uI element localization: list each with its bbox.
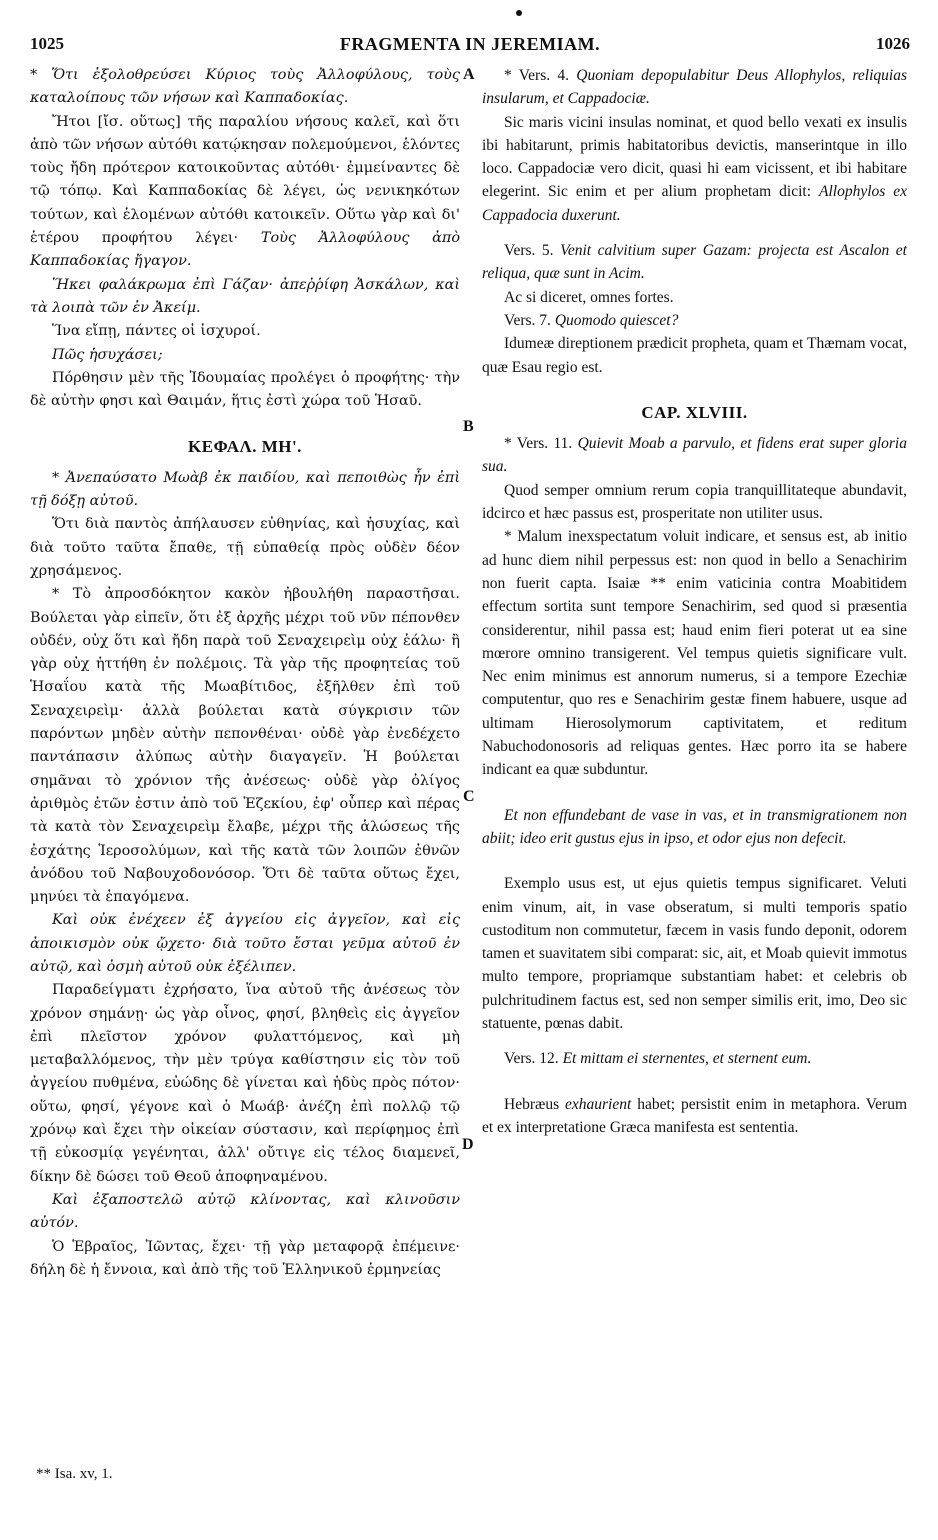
page-number-left: 1025 <box>30 34 64 53</box>
latin-column <box>482 64 907 1139</box>
latin-paragraph: Idumeæ direptionem prædicit propheta, quam et Thæmam vocat, quæ Esau regio est. <box>482 335 907 376</box>
verse-label: * Vers. 4. <box>504 67 569 84</box>
page-number-right: 1026 <box>876 34 910 53</box>
latin-lemma <box>482 1047 907 1070</box>
latin-text: Hebræus <box>504 1095 560 1113</box>
greek-chapter-heading: ΚΕΦΑΛ. ΜΗ'. <box>188 437 302 457</box>
latin-chapter-heading: CAP. XLVIII. <box>641 402 748 422</box>
greek-quote: Τοὺς Ἀλλοφύλους ἀπὸ Καππαδοκίας ἤγαγον. <box>30 230 461 270</box>
margin-marker-a: A <box>463 66 475 83</box>
latin-paragraph <box>482 111 907 227</box>
latin-lemma-text: Quomodo quiescet? <box>554 311 679 329</box>
latin-lemma: Et non effundebant de vase in vas, et in transmigrationem non abiit; ideo erit gustus ejus in ipso, et odor ejus non defecit. <box>482 806 907 847</box>
latin-paragraph: Ac si diceret, omnes fortes. <box>504 288 674 306</box>
latin-lemma-text: Quoniam depopulabitur Deus Allophylos, reliquias insularum, et Cappadociæ. <box>482 67 908 108</box>
latin-paragraph: Exemplo usus est, ut ejus quietis tempus significaret. Veluti enim vinum, ait, in vase obseratum, si multi temporis spatio custoditum non commutetur, fæcem in vasis fundo deponit, odorem tamen et suavitatem sibi comparat: sic, ait, et Moab quievit immotus multo tempore, propriamque substantiam habet: et celebris ob pulchritudinem factus est, sed non semper similis erit, imo, Deo sic statuente, pœnas dabit. <box>482 875 907 1032</box>
running-title: FRAGMENTA IN JEREMIAM. <box>339 34 601 54</box>
greek-lemma: Καὶ οὐκ ἐνέχεεν ἐξ ἀγγείου εἰς ἀγγεῖον, καὶ εἰς ἀποικισμὸν οὐκ ᾤχετο· διὰ τοῦτο ἔσται γεῦμα αὐτοῦ ἐν αὐτῷ, καὶ ὀσμὴ αὐτοῦ οὐκ ἐξέλιπεν. <box>30 912 460 975</box>
latin-lemma-text: Venit calvitium super Gazam: projecta est Ascalon et reliqua, quæ sunt in Acim. <box>482 242 907 283</box>
latin-text: Sic maris vicini insulas nominat, et quod bello vexati ex insulis ibi habitarunt, primis habitatoribus devictis, manserintque in illo loco. Cappadociæ vero dicit, quasi hi eam vicissent, et ibi habitare elegerint. Sic enim et per alium prophetam dicit: <box>482 113 907 201</box>
verse-label: Vers. 5. <box>504 242 554 260</box>
verse-label: Vers. 7. <box>504 311 551 329</box>
latin-lemma <box>482 432 907 479</box>
greek-paragraph: Ὅτι διὰ παντὸς ἀπήλαυσεν εὐθηνίας, καὶ ἡσυχίας, καὶ διὰ τοῦτο ταῦτα ἔπαθε, τῇ εὐπαθείᾳ πρὸς οὐδὲν δέον χρησάμενος. <box>30 516 460 579</box>
greek-paragraph <box>30 111 460 274</box>
margin-marker-b: B <box>463 418 474 435</box>
latin-lemma <box>482 64 907 111</box>
greek-lemma: Πῶς ἡσυχάσει; <box>52 346 163 363</box>
latin-paragraph <box>482 1093 907 1140</box>
greek-paragraph: Παραδείγματι ἐχρήσατο, ἵνα αὐτοῦ τῆς ἀνέσεως τὸν χρόνον σημάνῃ· ὡς γὰρ οἶνος, φησί, βληθεὶς εἰς ἀγγεῖον ἐπὶ πλεῖστον χρόνον φυλαττόμενος, καὶ μὴ μεταβαλλόμενος, τὴν μὲν τρύγα καθίστησιν εἰς τὸν τοῦ ἀγγείου πυθμένα, εὐώδης δὲ γίνεται καὶ ἡδὺς πρὸς πότον· οὕτω, φησί, γέγονε καὶ ὁ Μωάβ· ἀνέζη ἐπὶ πολλῷ τῷ χρόνῳ καὶ ἔχει τὴν οἰκείαν σύστασιν, καὶ περίφημος ἐπὶ τῇ εὐκοσμίᾳ γεγένηται, ἀλλ' οὔτιγε εἰς τέλος διαμενεῖ, δίκην δὲ δώσει τοῦ Θεοῦ ἀποφηναμένου. <box>30 982 460 1185</box>
greek-paragraph: * Τὸ ἀπροσδόκητον κακὸν ἠβουλήθη παραστῆσαι. Βούλεται γὰρ εἰπεῖν, ὅτι ἐξ ἀρχῆς μέχρι τοῦ νῦν πέπονθεν οὐδέν, οὐχ ὅτι καὶ ἤδη παρὰ τοῦ Σεναχειρεὶμ οὐχ ἑάλω· ἢ γὰρ οὐχ ἡττήθη ἐν πολέμοις. Τὰ γὰρ τῆς προφητείας τοῦ Ἡσαΐου κατὰ τῆς Μωαβίτιδος, ἐξῆλθεν ἐπὶ τοῦ Σεναχειρεὶμ· ἀλλὰ βούλεται κατὰ σύγκρισιν τῶν παρόντων μηδὲν αὐτὴν πεπονθέναι· οὐδὲ γὰρ ἐνεδέχετο παντάπασιν ἀλύπως αὐτὴν διαγαγεῖν. Ἡ βούλεται σημᾶναι τὸ χρόνιον τῆς ἀνέσεως· οὐδὲ γὰρ ὀλίγος ἀριθμὸς ἐτῶν ἐστιν ἀπὸ τοῦ Ἐζεκίου, ἐφ' οὗπερ καὶ πέρας τὰ κατὰ τὸν Σεναχειρεὶμ ἔλαβε, μέχρι τῆς ἁλώσεως τῆς ἐσχάτης Ἱεροσολύμων, καὶ τῆς κατὰ τῶν λοιπῶν ἐθνῶν ἀνόδου τοῦ Ναβουχοδονόσορ. Ὅτι δὲ ταῦτα οὕτως ἔχει, μηνύει τὰ ἐπαγόμενα. <box>30 586 460 906</box>
greek-lemma: * Ὅτι ἐξολοθρεύσει Κύριος τοὺς Ἀλλοφύλους, τοὺς καταλοίπους τῶν νήσων καὶ Καππαδοκίας. <box>30 67 460 107</box>
greek-column <box>30 64 460 1282</box>
margin-marker-d: D <box>462 1136 474 1153</box>
greek-paragraph: Πόρθησιν μὲν τῆς Ἰδουμαίας προλέγει ὁ προφήτης· τὴν δὲ αὐτὴν φησι καὶ Θαιμάν, ἥτις ἐστὶ χώρα τοῦ Ἡσαῦ. <box>30 369 460 410</box>
top-dot <box>516 10 522 16</box>
latin-lemma-text: Quievit Moab a parvulo, et fidens erat super gloria sua. <box>482 435 907 476</box>
verse-label: * Vers. 11. <box>504 435 573 453</box>
running-header <box>30 34 910 58</box>
latin-term: exhaurient <box>565 1095 632 1113</box>
greek-paragraph: Ὁ Ἑβραῖος, Ἰῶντας, ἔχει· τῇ γὰρ μεταφορᾷ ἐπέμεινε· δήλη δὲ ἡ ἔννοια, καὶ ἀπὸ τῆς τοῦ Ἑλληνικοῦ ἑρμηνείας <box>30 1238 460 1278</box>
greek-lemma: Καὶ ἐξαποστελῶ αὐτῷ κλίνοντας, καὶ κλινοῦσιν αὐτόν. <box>30 1191 460 1232</box>
greek-paragraph: Ἵνα εἴπῃ, πάντες οἱ ἰσχυροί. <box>52 323 261 340</box>
latin-paragraph: * Malum inexspectatum voluit indicare, et sensus est, ab initio ad hunc diem nihil perpessus est: non quod in bello a Senachirim non fuerit capta. Isaiæ ** enim vaticinia contra Moabitidem effectum sortita sunt tempore Senachirim, sed quod si præsentia considerentur, nihil passa est; haud enim fieri poterat ut ea sine mœrore omnino transigerent. Vel tempus quietis significare vult. Nec enim minimus est annorum numerus, si a tempore Ezechiæ computentur, quo res e Senachirim gestæ finem habuere, usque ad ultimam Hierosolymorum captivitatem, et reditum Nabuchodonosoris ad reliquas gentes. Hæc porro ita se habere indicant ea quæ subduntur. <box>482 528 907 779</box>
footnote: ** Isa. xv, 1. <box>36 1466 113 1482</box>
latin-lemma <box>482 239 907 286</box>
verse-label: Vers. 12. <box>504 1050 559 1068</box>
latin-quote: Allophylos ex Cappadocia duxerunt. <box>482 183 908 224</box>
greek-text: Ἤτοι [ἴσ. οὕτως] τῆς παραλίου νήσους καλεῖ, καὶ ὅτι ἀπὸ τῶν νήσων αὐτόθι κατῴκησαν πολεμούμενοι, ἑλόντες τοὺς ἤδη πρότερον κατοικοῦντας αὐτόθι· ἐμμείναντες δὲ τῷ τόπῳ. Καὶ Καππαδοκίας δὲ λέγει, ὡς νενικηκότων τούτων, καὶ ἑλομένων αὐτόθι κατοικεῖν. Οὕτω γὰρ καὶ δι' ἑτέρου προφήτου λέγει· <box>30 113 460 247</box>
latin-paragraph: Quod semper omnium rerum copia tranquillitateque abundavit, idcirco et hæc passus est, prosperitate non utiliter usus. <box>482 481 907 523</box>
latin-text: habet; persistit enim in metaphora. Verum et ex interpretatione Græca manifesta est sententia. <box>482 1095 908 1136</box>
latin-lemma <box>482 309 907 332</box>
margin-marker-c: C <box>463 788 475 805</box>
latin-lemma-text: Et mittam ei sternentes, et sternent eum. <box>562 1050 812 1068</box>
greek-lemma: Ἥκει φαλάκρωμα ἐπὶ Γάζαν· ἀπεῤῥίφη Ἀσκάλων, καὶ τὰ λοιπὰ τῶν ἐν Ἀκείμ. <box>30 276 460 316</box>
greek-lemma: * Ἀνεπαύσατο Μωὰβ ἐκ παιδίου, καὶ πεποιθὼς ἦν ἐπὶ τῇ δόξῃ αὐτοῦ. <box>30 469 460 510</box>
